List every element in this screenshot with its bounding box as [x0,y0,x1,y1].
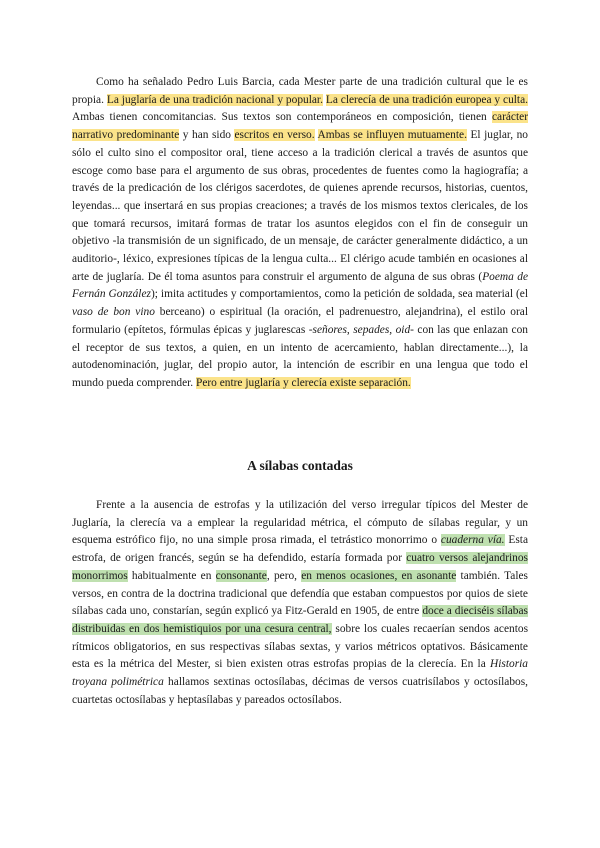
highlight-green: consonante [215,569,267,582]
highlight-green: doce a dieciséis sílabas distribuidas en dos hemistiquios por una cesura central, [72,605,528,635]
italic-title: Historia troyana polimétrica [72,658,528,689]
highlight-yellow: Pero entre juglaría y clerecía existe separación. [196,376,411,389]
text-run: hallamos sextinas octosílabas, décimas de versos cuatrisílabos y octosílabos, cuartetas octosílabas y heptasílabas y pareados octosílabos. [72,676,529,706]
paragraph-tradiciones [72,74,528,393]
text-run: ); imita actitudes y comportamientos, como la petición de soldada, sea material (el [150,288,529,301]
highlight-yellow: escritos en verso. [234,129,315,142]
paragraph-metrica [72,497,528,709]
text-run: Ambas tienen concomitancias. Sus textos son contemporáneos en composición, tienen [72,111,492,124]
text-run: , pero, [266,569,302,582]
highlight-green: cuaderna vía. [440,534,505,547]
italic-title: Poema de Fernán González [72,270,528,301]
text-run: Esta estrofa, de origen francés, según se ha defendido, estaría formada por [72,534,528,565]
text-run: sobre los cuales recaerían sendos acentos rítmicos obligatorios, en sus respectivas sílabas sextas, y varios métricos optativos. Básicamente esta es la métrica del Mester, si bien existen otras estrofas propias de la clerecía. En la [72,622,529,671]
text-run: también. Tales versos, en contra de la doctrina tradicional que defendía que estaban compuestos por quios de siete sílabas cada uno, constarían, según explicó ya Fitz-Gerald en 1905, de entre [72,569,528,618]
highlight-yellow: carácter narrativo predominante [72,111,528,142]
text-run: Frente a la ausencia de estrofas y la utilización del verso irregular típicos del Mester de Juglaría, la clerecía va a emplear la regularidad métrica, el cómputo de sílabas regular, y un esquema estrófico fijo, no una simple prosa rimada, el tetrástico monorrimo o [72,499,528,547]
text-run: Como ha señalado Pedro Luis Barcia, cada Mester parte de una tradición cultural que le es propia. [72,76,528,106]
text-run: habitualmente en [127,569,216,582]
italic-phrase: señores, sepades, oid [312,323,411,336]
text-run: y han sido [179,129,235,142]
highlight-green: cuatro versos alejandrinos monorrimos [72,552,528,582]
highlight-green: en menos ocasiones, en asonante [301,569,457,582]
highlight-yellow: La juglaría de una tradición nacional y popular. [106,93,323,106]
text-run: - con las que enlazan con el receptor de sus textos, a quien, en un intento de acercamiento, hablan directamente...), la autodenominación, juglar, del propio autor, la intención de escribir en una lengua que todo el mundo pueda comprender. [72,323,528,389]
text-run: El juglar, no sólo el culto sino el compositor oral, tiene acceso a la tradición clerical a través de asuntos que escoge como base para el argumento de sus obras, procedentes de fuentes como la hagiografía; a través de la predicación de los clérigos sacerdotes, de quienes aprende recursos, historias, cuentos, leyendas... que insertará en sus propias creaciones; a través de los mismos textos clericales, de los que tomará recursos, imitará formas de tratar los asuntos elegidos con el fin de conseguir un objetivo -la transmisión de un significado, de un mensaje, de carácter generalmente didáctico, a un auditorio-, léxico, expresiones típicas de la lengua culta... El clérigo acude también en ocasiones al arte de juglaría. De él toma asuntos para construir el argumento de alguna de sus obras ( [72,129,528,283]
highlight-yellow: Ambas se influyen mutuamente. [317,129,467,142]
text-run: berceano) o espiritual (la oración, el padrenuestro, alejandrina), el estilo oral formulario (epítetos, fórmulas épicas y juglarescas - [72,306,528,336]
section-heading: A sílabas contadas [247,458,353,473]
italic-phrase: vaso de bon vino [72,306,155,319]
highlight-yellow: La clerecía de una tradición europea y culta. [325,93,528,106]
